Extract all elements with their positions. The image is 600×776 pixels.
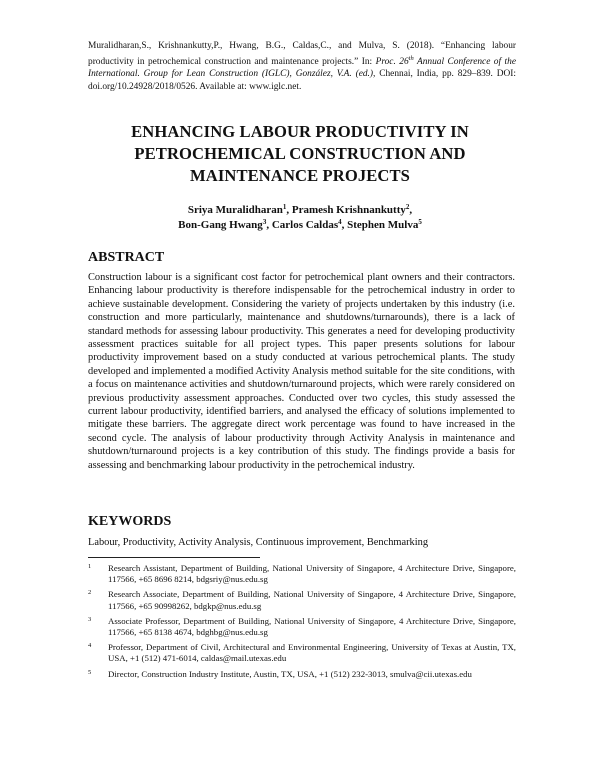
footnote-text: Associate Professor, Department of Building, National University of Singapore, 4 Architecture Drive, Singapore, 117566, +65 8138 4674, bdghbg@nus.edu.sg <box>108 615 516 638</box>
footnote <box>88 642 516 664</box>
author-affiliation-mark: 3 <box>262 218 267 226</box>
author-name: Carlos Caldas <box>271 219 339 231</box>
author-affiliation-mark: 5 <box>418 218 422 226</box>
footnote-text: Research Associate, Department of Building, National University of Singapore, 4 Architecture Drive, Singapore, 117566, +65 90998262, bdgkp@nus.edu.sg <box>108 589 516 611</box>
title-line: ENHANCING LABOUR PRODUCTIVITY IN <box>131 122 469 141</box>
footnote-divider <box>88 557 260 558</box>
footnote-text: Director, Construction Industry Institute, Austin, TX, USA, +1 (512) 232-3013, smulva@cii.utexas.edu <box>108 668 472 679</box>
footnote <box>88 616 516 638</box>
footnote <box>88 589 516 611</box>
abstract-body: Construction labour is a significant cost factor for petrochemical plant owners and their contractors. Enhancing labour productivity is therefore indispensable for the petrochemical industry in order to achieve sustainable development. Considering the variety of projects undertaken by this industry (i.e. construction and more particularly, maintenance and shutdowns/turnarounds), there is a lack of standard methods for assessing labour productivity. This generates a need for developing productivity assessment practices suitable for all project types. This paper presents solutions for labour productivity improvement based on a study conducted at various petrochemical plants. The study developed and implemented a modified Activity Analysis method suitable for the site conditions, with a focus on maintenance activities and shutdown/turnaround projects, which were rarely considered on previous productivity assessment approaches. Conducted over two cycles, this study assessed the current labour productivity, identified barriers, and analysed the efficacy of solutions implemented to mitigate these barriers. The aggregate direct work percentage was found to have increased in the second cycle. The analysis of labour productivity through Activity Analysis in maintenance and shutdown/turnaround projects is a key contribution of this study. The findings provide a basis for assessing and benchmarking labour productivity in the petrochemical industry. <box>88 272 515 471</box>
footnote <box>88 563 516 585</box>
footnote-number: 2 <box>88 589 92 597</box>
author-list <box>60 203 540 233</box>
author-name: Stephen Mulva <box>347 219 419 231</box>
footnote-number: 4 <box>88 642 92 650</box>
citation-proceedings: Proc. 26th Annual Conference of the International. Group for Lean Construction (IGLC), González, V.A. (ed.), <box>88 54 516 80</box>
author-name: Pramesh Krishnankutty <box>291 204 406 216</box>
author-line: Sriya Muralidharan$^1$, Pramesh Krishnankutty$^2$, <box>187 203 413 216</box>
footnote-list <box>88 563 516 684</box>
author-line: Bon-Gang Hwang$^3$, Carlos Caldas$^4$, Stephen Mulva$^5$ <box>178 218 422 231</box>
footnote-number: 1 <box>88 563 92 570</box>
paper-title <box>60 121 540 187</box>
footnote-number: 5 <box>88 668 92 676</box>
footnote-number: 3 <box>88 615 92 623</box>
citation-doi: Chennai, India, pp. 829–839. DOI: doi.org/10.24928/2018/0526. Available at: www.iglc.net. <box>88 69 516 92</box>
keywords-body: Labour, Productivity, Activity Analysis, Continuous improvement, Benchmarking <box>88 537 429 548</box>
citation-text: Muralidharan,S., Krishnankutty,P., Hwang, B.G., Caldas,C., and Mulva, S. (2018). “Enhancing labour productivity in petrochemical construction and maintenance projects.” In: <box>88 41 516 67</box>
footnote-text: Professor, Department of Civil, Architectural and Environmental Engineering, University of Texas at Austin, TX, USA, +1 (512) 471-6014, caldas@mail.utexas.edu <box>108 642 516 664</box>
footnote-text: Research Assistant, Department of Building, National University of Singapore, 4 Architecture Drive, Singapore, 117566, +65 8696 8214, bdgsriy@nus.edu.sg <box>108 563 516 585</box>
author-name: Bon-Gang Hwang <box>178 219 263 231</box>
author-affiliation-mark: 1 <box>282 203 287 211</box>
keywords-heading: KEYWORDS <box>88 514 172 529</box>
author-name: Sriya Muralidharan <box>187 204 283 216</box>
author-affiliation-mark: 2 <box>405 203 410 211</box>
title-line: MAINTENANCE PROJECTS <box>189 166 411 185</box>
footnote <box>88 669 516 680</box>
title-line: PETROCHEMICAL CONSTRUCTION AND <box>134 144 466 163</box>
citation-header <box>88 40 516 94</box>
author-affiliation-mark: 4 <box>338 218 342 226</box>
abstract-heading: ABSTRACT <box>88 250 165 265</box>
